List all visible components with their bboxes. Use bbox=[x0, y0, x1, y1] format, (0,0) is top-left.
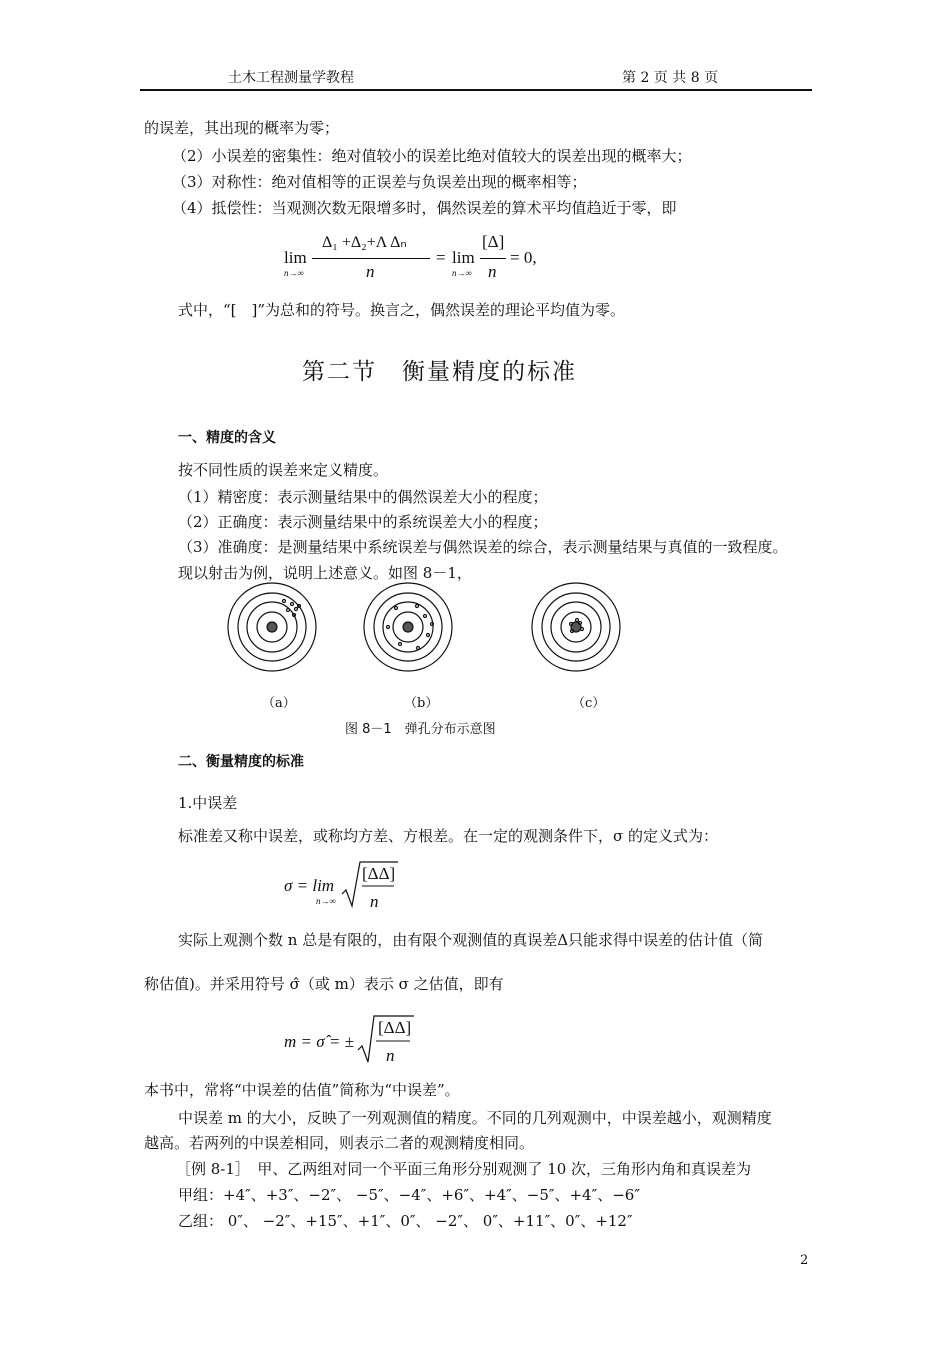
page-info: 第 2 页 共 8 页 bbox=[622, 70, 719, 86]
figure-caption: 图 8－1 弹孔分布示意图 bbox=[345, 722, 496, 737]
page-number: 2 bbox=[800, 1253, 809, 1268]
header-rule bbox=[140, 89, 812, 91]
text-line: （3）准确度：是测量结果中系统误差与偶然误差的综合，表示测量结果与真值的一致程度。 bbox=[178, 538, 788, 556]
text-line: 按不同性质的误差来定义精度。 bbox=[178, 461, 389, 479]
text-line: 实际上观测个数 n 总是有限的，由有限个观测值的真误差Δ只能求得中误差的估计值（简 bbox=[178, 931, 764, 949]
text-line: （1）精密度：表示测量结果中的偶然误差大小的程度； bbox=[178, 488, 548, 506]
text-line: （3）对称性：绝对值相等的正误差与负误差出现的概率相等； bbox=[172, 173, 587, 191]
data-line-group-a: 甲组：+4″、+3″、−2″、 −5″、−4″、+6″、+4″、−5″、+4″、−6″ bbox=[178, 1186, 640, 1204]
text-line: （2）正确度：表示测量结果中的系统误差大小的程度； bbox=[178, 513, 548, 531]
text-line: 中误差 m 的大小，反映了一列观测值的精度。不同的几列观测中，中误差越小，观测精度 bbox=[178, 1109, 772, 1127]
target-c bbox=[532, 583, 620, 671]
book-title: 土木工程测量学教程 bbox=[228, 70, 354, 86]
text-line: 称估值)。并采用符号 σ̂（或 m）表示 σ 之估值，即有 bbox=[144, 975, 504, 993]
text-line: 的误差，其出现的概率为零； bbox=[144, 119, 340, 137]
text-line: 式中，“[ ]”为总和的符号。换言之，偶然误差的理论平均值为零。 bbox=[178, 301, 626, 319]
text-line: 越高。若两列的中误差相同，则表示二者的观测精度相同。 bbox=[144, 1134, 535, 1152]
text-line: 现以射击为例，说明上述意义。如图 8－1， bbox=[178, 564, 472, 582]
subsection-heading: 二、衡量精度的标准 bbox=[178, 754, 304, 770]
item-heading: 1.中误差 bbox=[178, 794, 238, 812]
section-title: 第二节 衡量精度的标准 bbox=[302, 359, 577, 385]
text-line: （2）小误差的密集性：绝对值较小的误差比绝对值较大的误差出现的概率大； bbox=[172, 147, 692, 165]
data-line-group-b: 乙组： 0″、 −2″、+15″、+1″、0″、 −2″、 0″、+11″、0″、+12″ bbox=[178, 1212, 633, 1230]
figure-label-a: （a） bbox=[262, 696, 296, 711]
target-b bbox=[364, 583, 452, 671]
text-line: 标准差又称中误差，或称均方差、方根差。在一定的观测条件下，σ 的定义式为： bbox=[178, 827, 719, 845]
subsection-heading: 一、精度的含义 bbox=[178, 430, 276, 446]
figure-label-c: （c） bbox=[572, 696, 606, 711]
example-line: ［例 8-1］ 甲、乙两组对同一个平面三角形分别观测了 10 次，三角形内角和真误差为 bbox=[176, 1160, 752, 1178]
target-figure bbox=[220, 580, 640, 680]
text-line: （4）抵偿性：当观测次数无限增多时，偶然误差的算术平均值趋近于零，即 bbox=[172, 199, 677, 217]
figure-label-b: （b） bbox=[404, 696, 439, 711]
target-a bbox=[228, 583, 316, 671]
text-line: 本书中，常将“中误差的估值”简称为“中误差”。 bbox=[144, 1081, 460, 1099]
